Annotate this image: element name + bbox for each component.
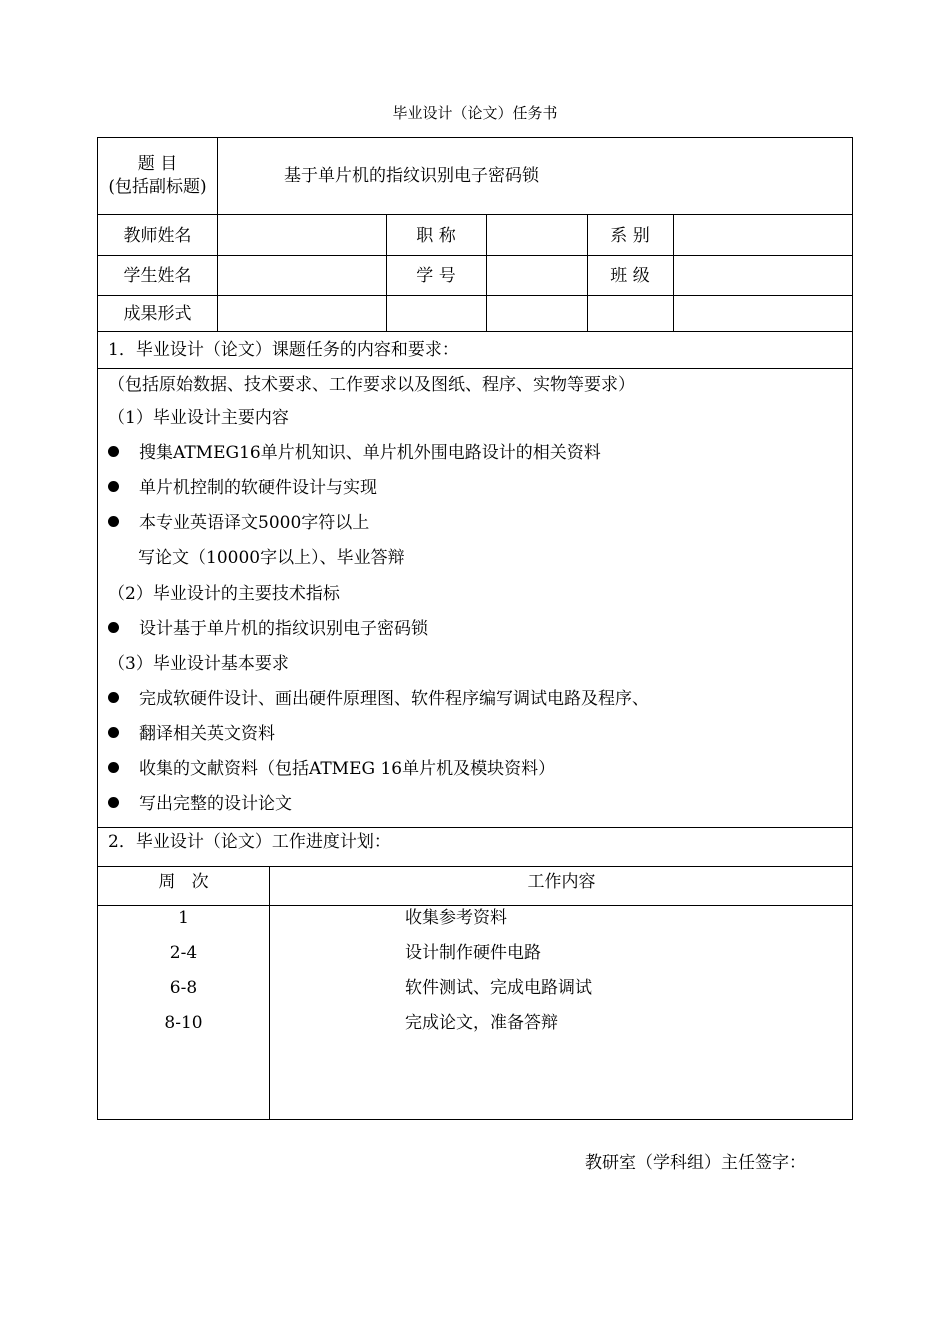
bullet-icon [108,762,119,773]
col-divider [486,214,487,331]
class-label: 班 级 [610,266,650,286]
document-title: 毕业设计（论文）任务书 [392,104,558,122]
schedule-week-header: 周 次 [158,872,209,892]
section1-sub2-heading: （2）毕业设计的主要技术指标 [108,584,340,604]
list-item: 设计基于单片机的指纹识别电子密码锁 [108,619,428,639]
schedule-content-cell: 收集参考资料 [405,908,507,928]
topic-label: 题 目 (包括副标题) [108,154,207,197]
section1-note: （包括原始数据、技术要求、工作要求以及图纸、程序、实物等要求） [108,375,635,395]
list-item: 收集的文献资料（包括ATMEG 16单片机及模块资料） [108,759,555,779]
row-divider [98,866,852,867]
list-item: 翻译相关英文资料 [108,724,275,744]
row-divider [98,827,852,828]
bullet-icon [108,446,119,457]
row-divider [98,255,852,256]
topic-value: 基于单片机的指纹识别电子密码锁 [284,166,539,186]
department-label: 系 别 [610,226,650,246]
list-item: 完成软硬件设计、画出硬件原理图、软件程序编写调试电路及程序、 [108,689,649,709]
bullet-icon [108,797,119,808]
schedule-week-cell: 6-8 [169,978,198,998]
list-item: 单片机控制的软硬件设计与实现 [108,478,377,498]
row-divider [98,214,852,215]
task-form-table [97,137,853,1120]
bullet-icon [108,622,119,633]
bullet-icon [108,692,119,703]
list-item: 本专业英语译文5000字符以上 [108,513,369,533]
section2-heading: 2．毕业设计（论文）工作进度计划： [108,832,391,852]
schedule-content-cell: 完成论文，准备答辩 [405,1013,558,1033]
bullet-icon [108,481,119,492]
col-divider [269,866,270,1119]
row-divider [98,905,852,906]
list-item: 搜集ATMEG16单片机知识、单片机外围电路设计的相关资料 [108,443,601,463]
schedule-content-header: 工作内容 [527,872,596,892]
schedule-week-cell: 2-4 [169,943,198,963]
schedule-content-cell: 设计制作硬件电路 [405,943,541,963]
col-divider [673,214,674,331]
col-divider [217,138,218,331]
section1-sub3-heading: （3）毕业设计基本要求 [108,654,289,674]
student-id-label: 学 号 [416,266,456,286]
row-divider [98,331,852,332]
list-item-continuation: 写论文（10000字以上）、毕业答辩 [138,548,405,568]
row-divider [98,295,852,296]
schedule-content-cell: 软件测试、完成电路调试 [405,978,592,998]
section1-heading: 1．毕业设计（论文）课题任务的内容和要求： [108,340,459,360]
teacher-name-label: 教师姓名 [123,226,192,246]
student-name-label: 学生姓名 [123,266,192,286]
section1-sub1-heading: （1）毕业设计主要内容 [108,408,289,428]
bullet-icon [108,727,119,738]
schedule-week-cell: 1 [178,908,189,928]
signature-label: 教研室（学科组）主任签字： [585,1153,806,1173]
title-rank-label: 职 称 [416,226,456,246]
result-form-label: 成果形式 [123,304,192,324]
row-divider [98,368,852,369]
list-item: 写出完整的设计论文 [108,794,292,814]
bullet-icon [108,516,119,527]
schedule-week-cell: 8-10 [164,1013,203,1033]
